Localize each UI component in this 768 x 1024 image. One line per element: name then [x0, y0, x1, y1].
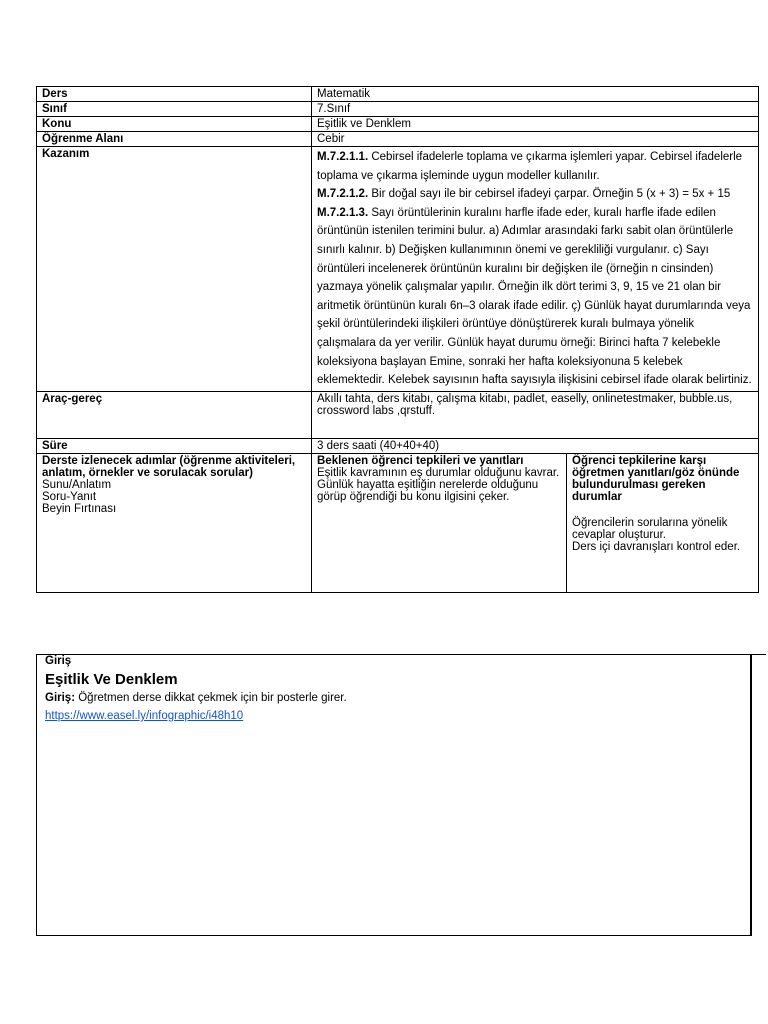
sure-value: 3 ders saati (40+40+40): [312, 438, 759, 453]
arac-gerec-label: Araç-gereç: [37, 391, 312, 438]
beklenen-header: Beklenen öğrenci tepkileri ve yanıtları: [317, 454, 524, 467]
giris-title: Eşitlik Ve Denklem: [45, 671, 178, 688]
kazanim-label: Kazanım: [37, 147, 312, 392]
kazanim-text: Sayı örüntülerinin kuralını harfle ifade eder, kuralı harfle ifade edilen örüntünün istenilen terimini bulur. a) Adımlar arasındaki farkı sabit olan örüntülerle sınırlı kalınır. b) Değişken kullanımının önemi ve gerekliliği vurgulanır. c) Sayı örüntüleri incelenerek örüntünün kuralını bir değişken ile (örneğin n cinsinden) yazmaya yönelik çalışmalar yapılır. Örneğin ilk dört terimi 3, 9, 15 ve 21 olan bir aritmetik örüntünün kuralı 6n–3 olarak ifade edilir. ç) Günlük hayat durumlarında veya şekil örüntülerindeki ilişkileri örüntüye dönüştürerek kuralı bulmaya yönelik çalışmalara da yer verilir. Günlük hayat durumu örneği: Birinci hafta 7 kelebekle koleksiyona başlayan Emine, sonraki her hafta koleksiyonuna 5 kelebek eklemektedir. Kelebek sayısının hafta sayısıyla ilişkisini cebirsel ifade olarak belirtiniz.: [317, 206, 752, 387]
row-adimlar: [37, 453, 759, 592]
giris-link-row: [45, 710, 243, 722]
arac-gerec-value: Akıllı tahta, ders kitabı, çalışma kitabı, padlet, easelly, onlinetestmaker, bubble.us, crossword labs ,qrstuff.: [312, 391, 759, 438]
giris-description: Öğretmen derse dikkat çekmek için bir posterle girer.: [75, 692, 347, 704]
beklenen-line: Günlük hayatta eşitliğin nerelerde olduğunu görüp öğrendiği bu konu ilgisini çeker.: [317, 478, 539, 503]
sure-label: Süre: [37, 438, 312, 453]
konu-value: Eşitlik ve Denklem: [312, 117, 759, 132]
ogretmen-line: Öğrencilerin sorularına yönelik cevaplar oluşturur.: [572, 516, 728, 541]
kazanim-item: [317, 148, 752, 185]
kazanim-value: [312, 147, 759, 392]
row-ogrenme-alani: [37, 132, 759, 147]
lesson-plan-table: [36, 86, 759, 593]
sinif-label: Sınıf: [37, 102, 312, 117]
konu-label: Konu: [37, 117, 312, 132]
row-sure: [37, 438, 759, 453]
kazanim-text: Cebirsel ifadelerle toplama ve çıkarma işlemleri yapar. Cebirsel ifadelerle toplama ve çıkarma işleminde uygun modeller kullanılır.: [317, 151, 743, 182]
giris-top-border: [752, 654, 766, 655]
infographic-link[interactable]: https://www.easel.ly/infographic/i48h10: [45, 710, 244, 722]
row-ders: [37, 87, 759, 102]
ders-value: Matematik: [312, 87, 759, 102]
kazanim-item: [317, 204, 752, 390]
kazanim-code: M.7.2.1.3.: [317, 206, 369, 219]
ogrenme-alani-value: Cebir: [312, 132, 759, 147]
ogretmen-cell: [567, 453, 759, 592]
kazanim-text: Bir doğal sayı ile bir cebirsel ifadeyi çarpar. Örneğin 5 (x + 3) = 5x + 15: [371, 188, 731, 201]
adimlar-cell: [37, 453, 312, 592]
ogretmen-line: Ders içi davranışları kontrol eder.: [572, 540, 741, 553]
row-konu: [37, 117, 759, 132]
giris-prefix: Giriş:: [45, 692, 76, 704]
kazanim-code: M.7.2.1.1.: [317, 151, 369, 163]
method-item: Beyin Fırtınası: [42, 502, 117, 515]
beklenen-cell: [312, 453, 567, 592]
giris-text: [45, 692, 347, 704]
row-sinif: [37, 102, 759, 117]
row-arac-gerec: [37, 391, 759, 438]
ogrenme-alani-label: Öğrenme Alanı: [37, 132, 312, 147]
kazanim-code: M.7.2.1.2.: [317, 188, 369, 201]
giris-section: [36, 654, 752, 936]
giris-right-border: [750, 654, 759, 936]
ogretmen-header: Öğrenci tepkilerine karşı öğretmen yanıtları/göz önünde bulundurulması gereken durumlar: [572, 454, 740, 503]
beklenen-line: Eşitlik kavramının eş durumlar olduğunu kavrar.: [317, 466, 560, 479]
method-item: Soru-Yanıt: [42, 490, 97, 503]
giris-label: Giriş: [45, 655, 72, 667]
ders-label: Ders: [37, 87, 312, 102]
adimlar-header: Derste izlenecek adımlar (öğrenme aktiviteleri, anlatım, örnekler ve sorulacak sorular): [42, 454, 296, 479]
sinif-value: 7.Sınıf: [312, 102, 759, 117]
row-kazanim: [37, 147, 759, 392]
kazanim-item: [317, 185, 752, 204]
method-item: Sunu/Anlatım: [42, 478, 112, 491]
